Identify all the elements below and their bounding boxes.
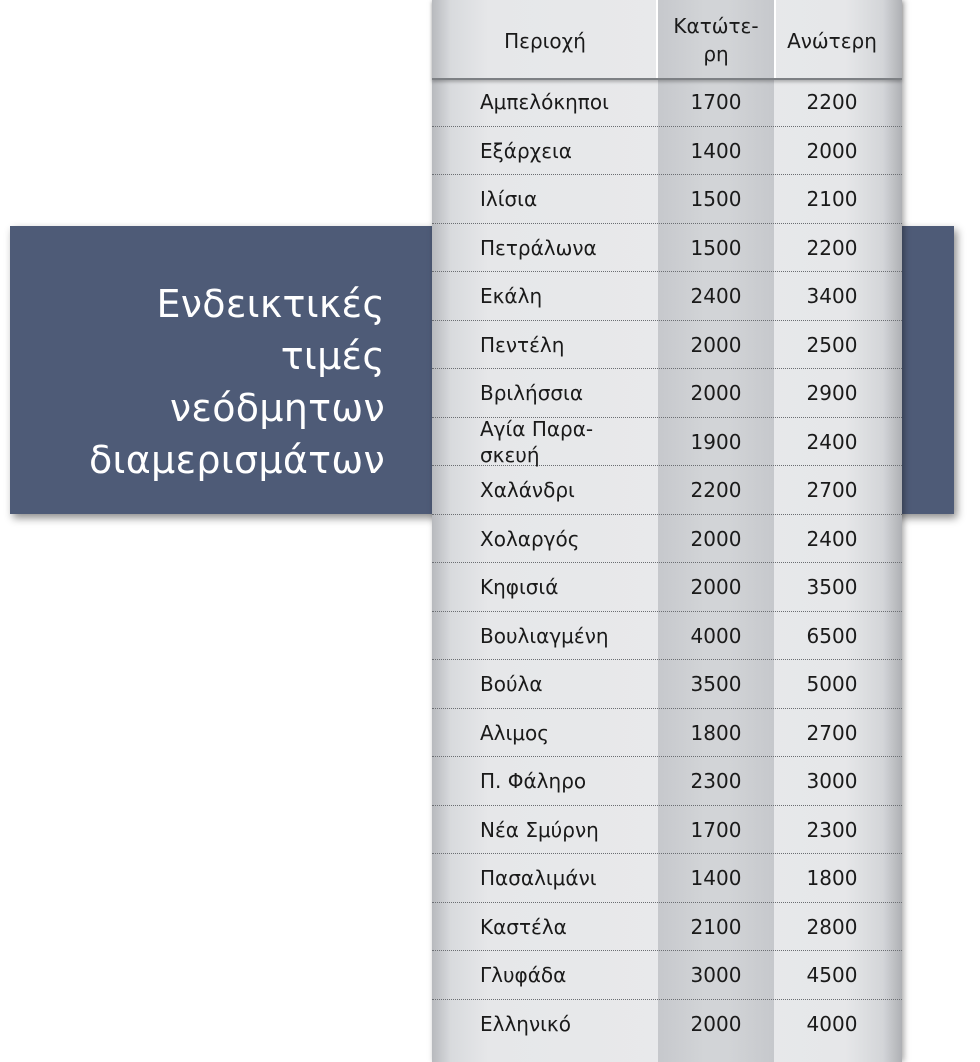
high-price-cell: 2200 <box>806 235 858 260</box>
low-price-cell: 2200 <box>690 478 742 502</box>
region-cell: Πεντέλη <box>480 332 565 357</box>
table-row <box>432 466 902 515</box>
region-cell: Βούλα <box>480 672 543 696</box>
region-cell: Αγία Παρα- σκευή <box>480 416 594 467</box>
low-price-cell: 2000 <box>690 1011 742 1036</box>
region-cell: Π. Φάληρο <box>480 769 587 793</box>
region-cell: Ελληνικό <box>480 1011 571 1036</box>
region-cell: Χολαργός <box>480 526 580 551</box>
region-cell: Εξάρχεια <box>480 138 572 163</box>
header-low-price-line-2: ρη <box>703 42 729 66</box>
high-price-cell: 2300 <box>806 817 858 842</box>
high-price-cell: 1800 <box>806 866 858 890</box>
low-price-cell: 1500 <box>690 187 742 211</box>
table-row <box>432 321 902 370</box>
table-row <box>432 515 902 564</box>
header-low-price <box>658 12 774 68</box>
region-cell: Βριλήσσια <box>480 381 583 405</box>
table-row <box>432 127 902 176</box>
region-cell: Κηφισιά <box>480 575 559 599</box>
banner-title-line-3: νεόδμητων <box>169 386 385 430</box>
region-cell: Αλιμος <box>480 720 549 745</box>
low-price-cell: 1900 <box>690 429 742 454</box>
table-body <box>432 78 902 1048</box>
high-price-cell: 4000 <box>806 1011 858 1036</box>
high-price-cell: 4500 <box>806 963 858 987</box>
low-price-cell: 1500 <box>690 235 742 260</box>
high-price-cell: 2100 <box>806 187 858 211</box>
region-cell: Γλυφάδα <box>480 963 567 987</box>
table-row <box>432 806 902 855</box>
table-row <box>432 175 902 224</box>
header-low-price-line-1: Κατώτε- <box>673 14 759 38</box>
region-cell: Πετράλωνα <box>480 235 597 260</box>
low-price-cell: 3000 <box>690 963 742 987</box>
table-header <box>432 0 902 80</box>
high-price-cell: 6500 <box>806 623 858 648</box>
region-cell: Καστέλα <box>480 914 567 939</box>
high-price-cell: 2400 <box>806 526 858 551</box>
banner-title-line-1: Ενδεικτικές <box>156 282 385 326</box>
high-price-cell: 3000 <box>806 769 858 793</box>
low-price-cell: 2000 <box>690 526 742 551</box>
table-row <box>432 903 902 952</box>
table-row <box>432 660 902 709</box>
low-price-cell: 2000 <box>690 575 742 599</box>
high-price-cell: 2000 <box>806 138 858 163</box>
table-row <box>432 418 902 467</box>
region-cell: Ιλίσια <box>480 187 538 211</box>
low-price-cell: 1700 <box>690 817 742 842</box>
low-price-cell: 4000 <box>690 623 742 648</box>
low-price-cell: 1700 <box>690 90 742 114</box>
header-region: Περιοχή <box>504 29 586 53</box>
banner-title-line-2: τιμές <box>280 334 385 378</box>
table-row <box>432 1000 902 1049</box>
low-price-cell: 1800 <box>690 720 742 745</box>
region-cell: Εκάλη <box>480 284 543 308</box>
low-price-cell: 2100 <box>690 914 742 939</box>
high-price-cell: 3500 <box>806 575 858 599</box>
table-row <box>432 272 902 321</box>
table-row <box>432 612 902 661</box>
banner-title <box>40 278 385 486</box>
high-price-cell: 2200 <box>806 90 858 114</box>
high-price-cell: 2900 <box>806 381 858 405</box>
low-price-cell: 2400 <box>690 284 742 308</box>
low-price-cell: 3500 <box>690 672 742 696</box>
table-row <box>432 951 902 1000</box>
high-price-cell: 3400 <box>806 284 858 308</box>
low-price-cell: 1400 <box>690 138 742 163</box>
high-price-cell: 2700 <box>806 720 858 745</box>
low-price-cell: 1400 <box>690 866 742 890</box>
low-price-cell: 2000 <box>690 332 742 357</box>
table-row <box>432 78 902 127</box>
high-price-cell: 2500 <box>806 332 858 357</box>
region-cell: Χαλάνδρι <box>480 478 575 502</box>
region-cell: Πασαλιμάνι <box>480 866 597 890</box>
high-price-cell: 2400 <box>806 429 858 454</box>
table-row <box>432 854 902 903</box>
high-price-cell: 2700 <box>806 478 858 502</box>
low-price-cell: 2300 <box>690 769 742 793</box>
high-price-cell: 5000 <box>806 672 858 696</box>
banner-title-line-4: διαμερισμάτων <box>89 438 385 482</box>
region-cell: Βουλιαγμένη <box>480 623 609 648</box>
table-row <box>432 563 902 612</box>
table-row <box>432 369 902 418</box>
region-cell: Νέα Σμύρνη <box>480 817 599 842</box>
price-table <box>432 0 902 1062</box>
table-row <box>432 709 902 758</box>
region-cell: Αμπελόκηποι <box>480 90 609 114</box>
table-row <box>432 757 902 806</box>
header-high-price: Ανώτερη <box>787 29 877 53</box>
high-price-cell: 2800 <box>806 914 858 939</box>
table-row <box>432 224 902 273</box>
low-price-cell: 2000 <box>690 381 742 405</box>
